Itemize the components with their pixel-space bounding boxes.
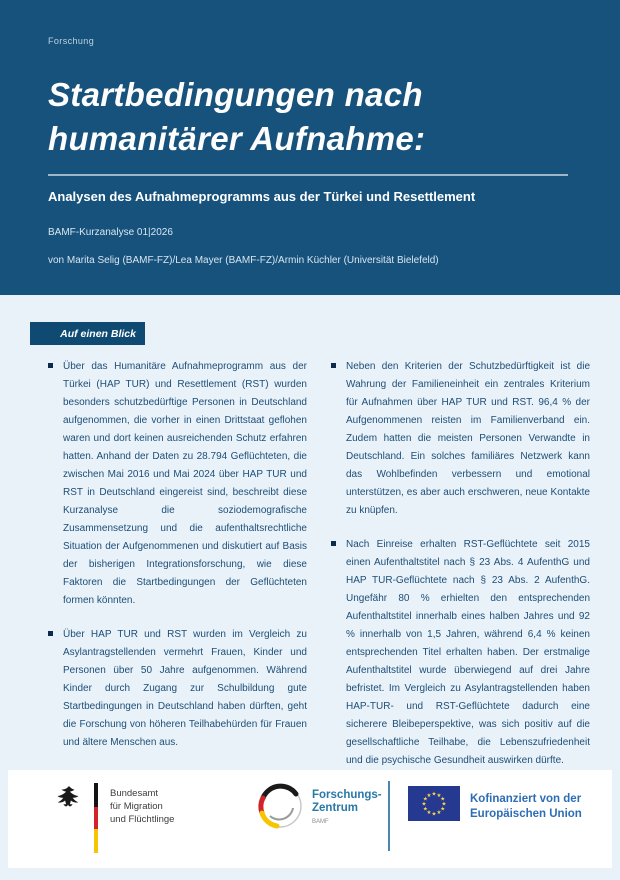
- bullet-square-icon: [48, 631, 53, 636]
- summary-column-right: [331, 358, 590, 786]
- bullet-text: Nach Einreise erhalten RST-Geflüchtete seit 2015 einen Aufenthaltstitel nach § 23 Abs. 4 AufenthG und HAP TUR-Geflüchtete nach § 23 Abs. 2 AufenthG. Ungefähr 80 % erhielten den entsprechenden Aufenthaltstitel innerhalb eines halben Jahres und 92 % innerhalb von 1,5 Jahren, während 6,4 % keinen entsprechenden Titel erhalten haben. Der erstmalige Aufenthaltstitel wurde überwiegend auf drei Jahre befristet. Im Vergleich zu Asylantragstellenden haben HAP-TUR- und RST-Geflüchtete dadurch eine sicherere Bleibeperspektive, was sich positiv auf die gesellschaftliche Teilhabe, die Lebenszufriedenheit und die psychische Gesundheit auswirken dürfte.: [346, 539, 590, 766]
- summary-columns: [48, 358, 590, 786]
- footer-divider: [388, 781, 390, 851]
- list-item: [331, 536, 590, 770]
- bullet-text: Über HAP TUR und RST wurden im Vergleich zu Asylantragstellenden vermehrt Frauen, Kinder und Personen über 50 Jahre aufgenommen. Während Kinder durch Zugang zur Schulbildung gute Startbedingungen in Deutschland haben dürften, geht die Forschung von höheren Teilhabehürden für Frauen und ältere Menschen aus.: [63, 629, 307, 748]
- eu-flag-icon: [408, 786, 460, 821]
- svg-text:★: ★: [440, 796, 446, 803]
- summary-column-left: [48, 358, 307, 786]
- eu-funding-line: Europäischen Union: [470, 808, 582, 820]
- bamf-logo-line: und Flüchtlinge: [110, 814, 175, 825]
- fz-logo-line: Forschungs-: [312, 789, 382, 801]
- bullet-text: Über das Humanitäre Aufnahmeprogramm aus der Türkei (HAP TUR) und Resettlement (RST) wurden besonders schutzbedürftige Personen in Deutschland aufgenommen, die vorher in einen Drittstaat geflohen waren und dort keinen ausreichenden Schutz erfahren hatten. Anhand der Daten zu 28.794 Geflüchteten, die zwischen Mai 2016 und Mai 2024 über HAP TUR und RST in Deutschland eingereist sind, beschreibt diese Kurzanalyse die soziodemografische Zusammensetzung und die aufenthaltsrechtliche Situation der Aufgenommenen und diskutiert auf Basis der bisherigen Integrationsforschung, wie diese Faktoren die Startbedingungen der Geflüchteten formen könnten.: [63, 361, 307, 606]
- authors-line: von Marita Selig (BAMF-FZ)/Lea Mayer (BAMF-FZ)/Armin Küchler (Universität Bielefeld): [48, 255, 439, 266]
- title-line-1: Startbedingungen nach: [48, 76, 423, 113]
- svg-text:★: ★: [422, 796, 428, 803]
- svg-text:★: ★: [426, 810, 432, 817]
- svg-text:★: ★: [426, 792, 432, 799]
- svg-text:★: ★: [436, 810, 442, 817]
- research-centre-logo-text: [312, 789, 382, 825]
- bullet-square-icon: [331, 541, 336, 546]
- research-centre-sphere-icon: [256, 782, 304, 830]
- bullet-square-icon: [331, 363, 336, 368]
- svg-text:★: ★: [441, 801, 447, 808]
- svg-text:★: ★: [421, 801, 427, 808]
- at-a-glance-label: Auf einen Blick: [30, 322, 145, 345]
- list-item: [48, 358, 307, 610]
- title-line-2: humanitärer Aufnahme:: [48, 120, 426, 157]
- cover-header: [0, 0, 620, 295]
- svg-text:★: ★: [440, 806, 446, 813]
- subtitle: Analysen des Aufnahmeprogramms aus der Türkei und Resettlement: [48, 189, 476, 204]
- bamf-logo-line: Bundesamt: [110, 788, 159, 799]
- svg-text:★: ★: [422, 806, 428, 813]
- svg-text:★: ★: [436, 792, 442, 799]
- bamf-logo-text: [110, 787, 174, 826]
- series-label: BAMF-Kurzanalyse 01|2026: [48, 227, 173, 238]
- fz-logo-line: Zentrum: [312, 802, 358, 814]
- german-flag-bar-icon: [94, 783, 98, 853]
- fz-logo-subline: BAMF: [312, 819, 329, 825]
- svg-text:★: ★: [431, 791, 437, 798]
- list-item: [48, 626, 307, 752]
- bamf-logo-line: für Migration: [110, 801, 163, 812]
- page-title: [48, 73, 570, 161]
- eu-funding-line: Kofinanziert von der: [470, 793, 582, 805]
- eu-funding-text: [470, 792, 582, 822]
- bullet-text: Neben den Kriterien der Schutzbedürftigkeit ist die Wahrung der Familieneinheit ein zentrales Kriterium für Aufnahmen über HAP TUR und RST. 96,4 % der Aufgenommenen reisten im Familienverband ein. Zudem hatten die meisten Personen Verwandte in Deutschland. Ein solches familiäres Netzwerk kann das Wohlbefinden verbessern und emotional unterstützen, es aber auch erschweren, neue Kontakte zu knüpfen.: [346, 361, 590, 516]
- eyebrow-label: Forschung: [48, 36, 95, 46]
- bullet-square-icon: [48, 363, 53, 368]
- title-divider: [48, 174, 568, 176]
- list-item: [331, 358, 590, 520]
- logo-footer: [8, 770, 612, 868]
- federal-eagle-icon: [54, 784, 84, 814]
- svg-text:★: ★: [431, 811, 437, 818]
